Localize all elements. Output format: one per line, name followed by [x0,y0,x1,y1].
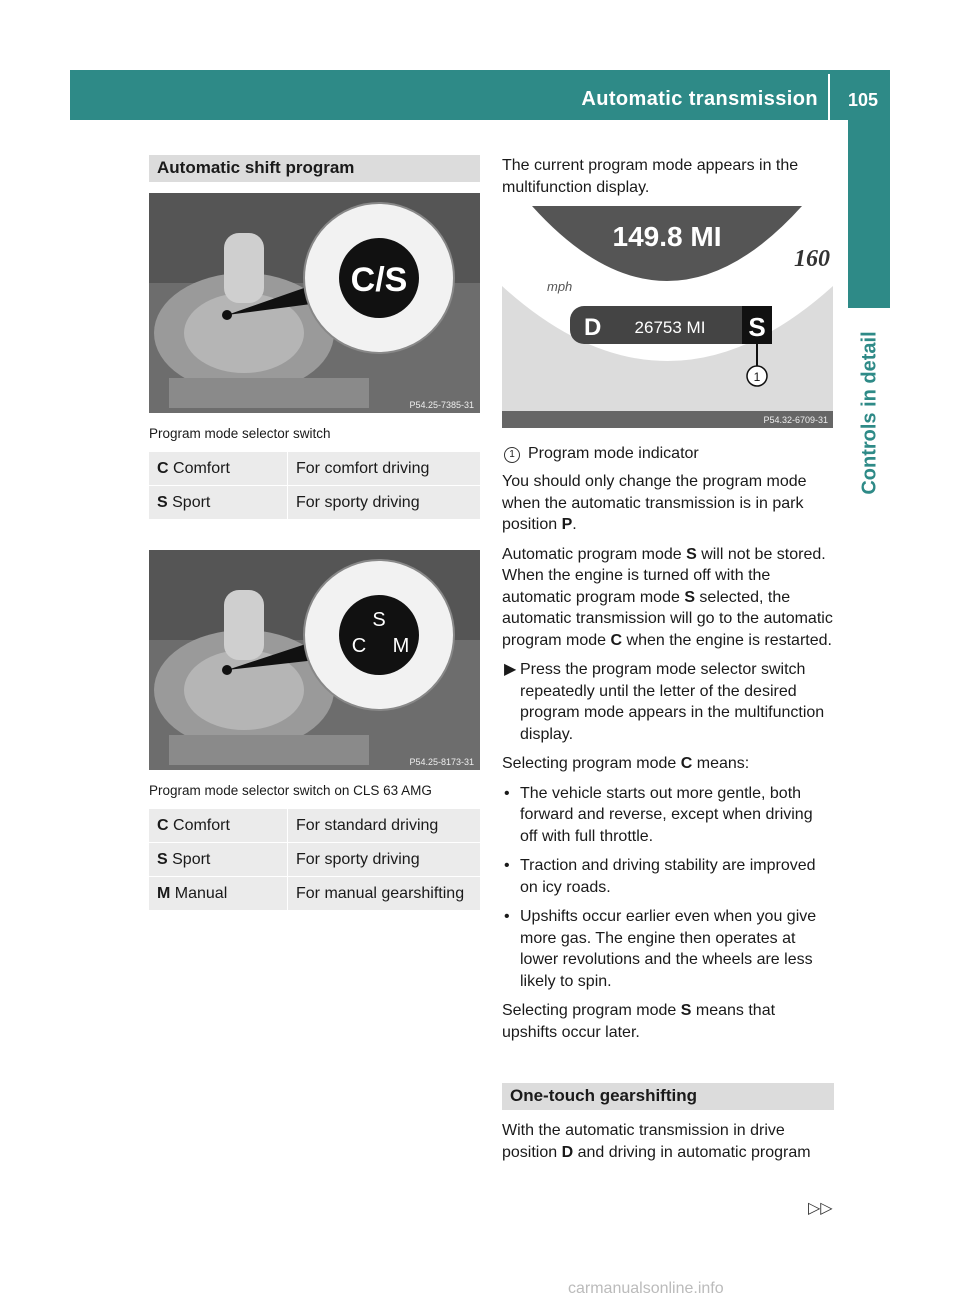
bullet-icon: • [504,908,510,925]
mode-table [149,452,480,520]
amg-mode-table [149,809,480,911]
section-title: One-touch gearshifting [502,1083,834,1110]
header-divider [828,74,830,120]
paragraph: Selecting program mode S means that upshifts occur later. [502,1002,776,1041]
list-item: • Upshifts occur earlier even when you give more gas. The engine then operates at lower revolutions and the wheels are less likely to spin. [504,908,817,990]
list-item: • The vehicle starts out more gentle, both forward and reverse, except when driving off with full throttle. [504,784,813,845]
program-mode-indicator: S [748,312,766,342]
list-item: • Traction and driving stability are improved on icy roads. [504,857,816,896]
paragraph: You should only change the program mode when the automatic transmission is in park position P. [502,473,807,533]
photo-code: P54.25-8173-31 [409,757,474,767]
side-tab-label: Controls in detail [858,331,881,495]
figure-caption: Program mode selector switch [149,426,331,441]
selector-switch-photo [149,193,480,413]
watermark: carmanualsonline.info [568,1280,724,1297]
table-row: M Manual For manual gearshifting [149,877,480,911]
paragraph: With the automatic transmission in drive position D and driving in automatic program [502,1122,811,1161]
action-step: ▶ Press the program mode selector switch repeatedly until the letter of the desired program mode appears in the multifunction display. [504,661,825,743]
continue-icon: ▷▷ [808,1200,833,1217]
cs-knob-label: C/S [350,261,408,299]
multifunction-display-photo [502,206,834,433]
table-row: S Sport For sporty driving [149,843,480,877]
legend-number: 1 [504,447,520,463]
figure-caption: Program mode selector switch on CLS 63 AMG [149,783,432,798]
section-title: Automatic shift program [149,155,480,182]
photo-code: P54.25-7385-31 [409,400,474,410]
legend-text: Program mode indicator [528,445,699,462]
arrow-icon: ▶ [504,661,517,678]
table-row: C Comfort For standard driving [149,809,480,843]
amg-selector-switch-photo [149,550,480,770]
intro-paragraph: The current program mode appears in the multifunction display. [502,157,799,196]
speed-mark: 160 [794,246,830,272]
knob-c-label: C [351,635,367,657]
callout-number: 1 [753,370,761,384]
trip-readout: 149.8 MI [612,221,722,252]
figure-legend [502,445,834,463]
knob-m-label: M [392,635,410,657]
header-title: Automatic transmission [581,88,818,110]
odometer: 26753 MI [634,318,706,337]
paragraph: Automatic program mode S will not be stored. When the engine is turned off with the automatic program mode S selected, the automatic transmission will go to the automatic program mode C when the engine is restarted. [502,545,833,649]
page-header [70,70,890,120]
bullet-icon: • [504,857,510,874]
unit-label: mph [547,279,573,294]
side-tab [848,120,890,308]
bullet-icon: • [504,784,510,802]
left-column [149,155,480,911]
gear-indicator: D [584,314,602,341]
table-row: C Comfort For comfort driving [149,452,480,486]
right-column [502,155,834,1163]
knob-s-label: S [372,609,386,631]
page-number: 105 [847,90,878,110]
photo-code: P54.32-6709-31 [763,415,828,425]
paragraph: Selecting program mode C means: [502,755,750,772]
table-row: S Sport For sporty driving [149,486,480,520]
